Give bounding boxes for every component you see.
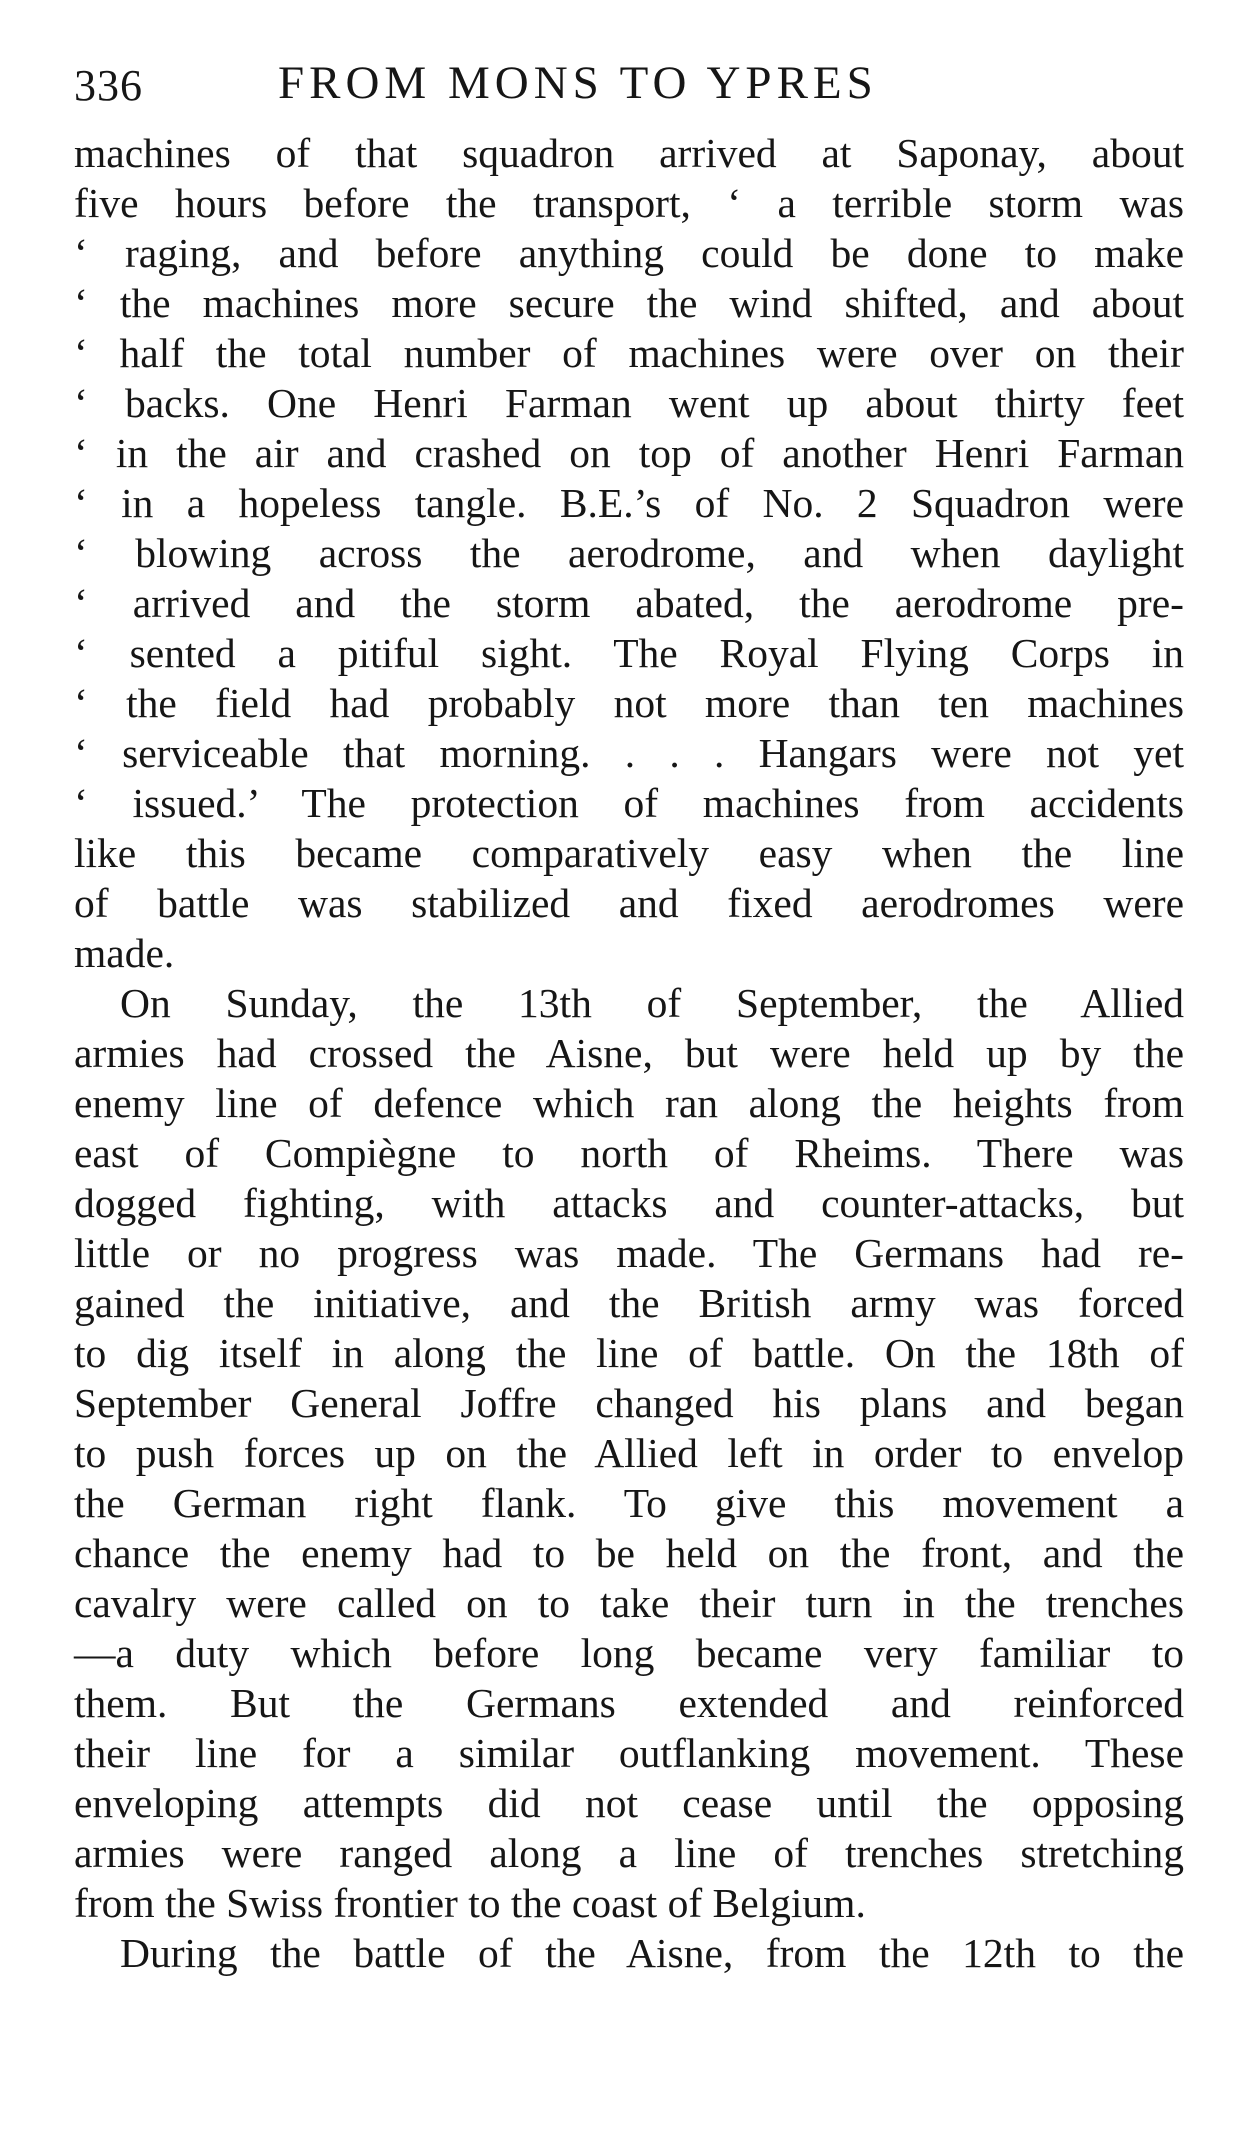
- text-line: —a duty which before long became very familiar to: [74, 1630, 1184, 1676]
- text-line: dogged fighting, with attacks and counter-attacks, but: [74, 1180, 1184, 1226]
- text-line: ‘ in a hopeless tangle. B.E.’s of No. 2 Squadron were: [74, 480, 1184, 526]
- text-line: gained the initiative, and the British army was forced: [74, 1280, 1184, 1326]
- text-line: like this became comparatively easy when the line: [74, 830, 1184, 876]
- text-line: enveloping attempts did not cease until the opposing: [74, 1780, 1184, 1826]
- text-line: chance the enemy had to be held on the front, and the: [74, 1530, 1184, 1576]
- text-line: ‘ sented a pitiful sight. The Royal Flying Corps in: [74, 630, 1184, 676]
- text-line: cavalry were called on to take their turn in the trenches: [74, 1580, 1184, 1626]
- running-head: [74, 52, 1184, 128]
- paragraph-2: [74, 978, 1184, 1928]
- text-line: made.: [74, 930, 175, 976]
- text-line: armies had crossed the Aisne, but were held up by the: [74, 1030, 1184, 1076]
- text-line: ‘ half the total number of machines were over on their: [74, 330, 1184, 376]
- text-line: little or no progress was made. The Germans had re-: [74, 1230, 1184, 1276]
- text-line: them. But the Germans extended and reinforced: [74, 1680, 1184, 1726]
- text-line: September General Joffre changed his plans and began: [74, 1380, 1184, 1426]
- text-line: of battle was stabilized and fixed aerodromes were: [74, 880, 1184, 926]
- text-line: ‘ the field had probably not more than ten machines: [74, 680, 1184, 726]
- text-line: On Sunday, the 13th of September, the Allied: [120, 980, 1184, 1026]
- text-line: from the Swiss frontier to the coast of Belgium.: [74, 1880, 866, 1926]
- text-line: ‘ raging, and before anything could be done to make: [74, 230, 1184, 276]
- text-line: ‘ issued.’ The protection of machines from accidents: [74, 780, 1184, 826]
- text-line: armies were ranged along a line of trenches stretching: [74, 1830, 1184, 1876]
- book-page: [74, 52, 1184, 1978]
- text-line: east of Compiègne to north of Rheims. There was: [74, 1130, 1184, 1176]
- text-line: enemy line of defence which ran along the heights from: [74, 1080, 1184, 1126]
- body-text: [74, 128, 1184, 1978]
- text-line: the German right flank. To give this movement a: [74, 1480, 1184, 1526]
- text-line: ‘ the machines more secure the wind shifted, and about: [74, 280, 1184, 326]
- text-line: ‘ backs. One Henri Farman went up about thirty feet: [74, 380, 1184, 426]
- text-line: During the battle of the Aisne, from the 12th to the: [120, 1930, 1184, 1976]
- text-line: ‘ blowing across the aerodrome, and when daylight: [74, 530, 1184, 576]
- running-title: FROM MONS TO YPRES: [278, 57, 878, 109]
- text-line: ‘ serviceable that morning. . . . Hangars were not yet: [74, 730, 1184, 776]
- paragraph-3: [74, 1928, 1184, 1978]
- text-line: to dig itself in along the line of battle. On the 18th of: [74, 1330, 1184, 1376]
- paragraph-1: [74, 128, 1184, 978]
- text-line: ‘ arrived and the storm abated, the aerodrome pre-: [74, 580, 1184, 626]
- page-number: 336: [74, 61, 143, 110]
- text-line: machines of that squadron arrived at Saponay, about: [74, 130, 1184, 176]
- text-line: their line for a similar outflanking movement. These: [74, 1730, 1184, 1776]
- text-line: to push forces up on the Allied left in order to envelop: [74, 1430, 1184, 1476]
- text-line: five hours before the transport, ‘ a terrible storm was: [74, 180, 1184, 226]
- text-line: ‘ in the air and crashed on top of another Henri Farman: [74, 430, 1184, 476]
